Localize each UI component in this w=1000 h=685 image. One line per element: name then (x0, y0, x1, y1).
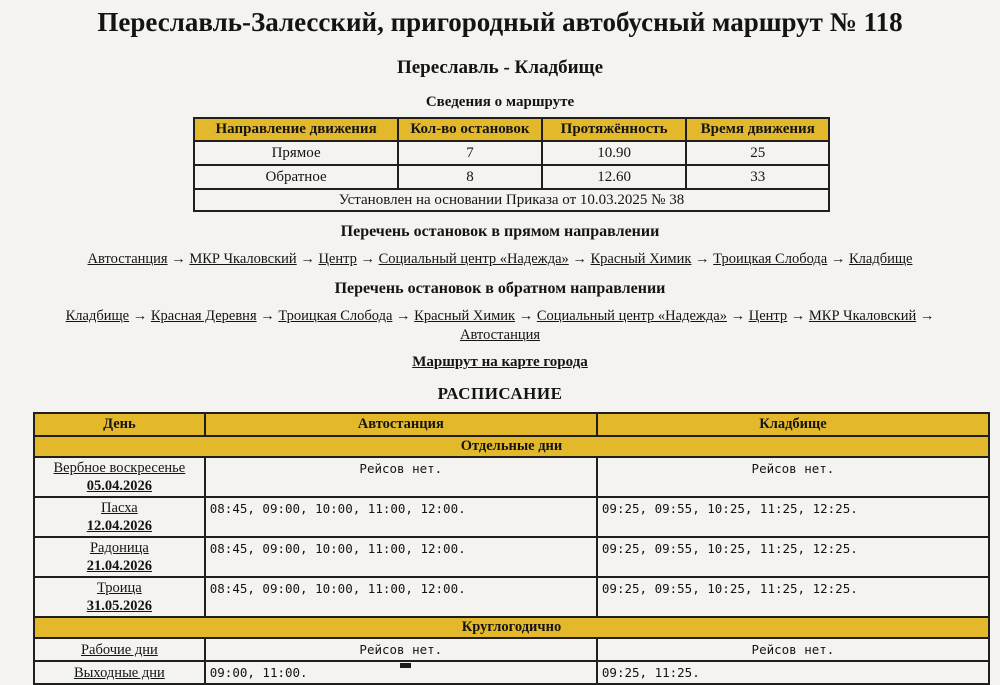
schedule-header-row (34, 413, 989, 436)
route-info-cell: 12.60 (542, 165, 687, 189)
schedule-section-title: Отдельные дни (34, 436, 989, 457)
stop-link[interactable]: Троицкая Слобода (278, 308, 393, 324)
schedule-times-to: Рейсов нет. (597, 457, 989, 497)
day-link[interactable]: Вербное воскресенье 05.04.2026 (53, 460, 186, 494)
forward-stops-line: Автостанция → МКР Чкаловский → Центр → Социальный центр «Надежда» → Красный Химик → Троицкая Слобода → Кладбище (87, 251, 913, 267)
schedule-row (34, 661, 989, 684)
day-date: 05.04.2026 (86, 478, 152, 494)
stop-link[interactable]: Центр (318, 251, 357, 267)
stop-link[interactable]: МКР Чкаловский (189, 251, 297, 267)
route-info-header-row (194, 118, 829, 141)
schedule-header-to-stop: Кладбище (597, 413, 989, 436)
route-info-cell: 25 (686, 141, 829, 165)
schedule-day-cell (34, 638, 205, 661)
schedule-times-from: 08:45, 09:00, 10:00, 11:00, 12:00. (205, 537, 597, 577)
route-info-footer-row (194, 189, 829, 211)
schedule-day-cell (34, 577, 205, 617)
stop-link[interactable]: Социальный центр «Надежда» (536, 308, 727, 324)
schedule-section-row (34, 436, 989, 457)
route-info-cell: 33 (686, 165, 829, 189)
backward-stops-heading: Перечень остановок в обратном направлении (334, 280, 666, 297)
day-date: 21.04.2026 (86, 558, 152, 574)
stop-link[interactable]: Красный Химик (590, 251, 692, 267)
forward-stops-heading: Перечень остановок в прямом направлении (340, 223, 660, 240)
schedule-times-from: 08:45, 09:00, 10:00, 11:00, 12:00. (205, 497, 597, 537)
route-info-header-stop-count: Кол-во остановок (398, 118, 542, 141)
schedule-heading: РАСПИСАНИЕ (437, 384, 563, 403)
schedule-times-to: Рейсов нет. (597, 638, 989, 661)
schedule-row (34, 497, 989, 537)
route-info-cell: 7 (398, 141, 542, 165)
route-info-footer-text: Установлен на основании Приказа от 10.03.2025 № 38 (194, 189, 829, 211)
route-info-row (194, 141, 829, 165)
map-link-wrap (0, 354, 1000, 371)
schedule-day-cell (34, 457, 205, 497)
schedule-day-cell (34, 537, 205, 577)
day-date: 12.04.2026 (86, 518, 152, 534)
schedule-header-day: День (34, 413, 205, 436)
schedule-day-cell (34, 497, 205, 537)
schedule-section-row (34, 617, 989, 638)
schedule-times-to: 09:25, 09:55, 10:25, 11:25, 12:25. (597, 497, 989, 537)
schedule-row (34, 577, 989, 617)
stop-link[interactable]: Кладбище (65, 308, 130, 324)
route-subtitle: Переславль - Кладбище (396, 57, 604, 78)
day-link[interactable]: Рабочие дни (80, 641, 158, 658)
stop-link[interactable]: Центр (748, 308, 788, 324)
day-link[interactable]: Выходные дни (73, 664, 165, 681)
route-info-header-length: Протяжённость (542, 118, 687, 141)
schedule-times-to: 09:25, 09:55, 10:25, 11:25, 12:25. (597, 537, 989, 577)
schedule-header-from-stop: Автостанция (205, 413, 597, 436)
stop-link[interactable]: Красная Деревня (150, 308, 257, 324)
page-title: Переславль-Залесский, пригородный автобусный маршрут № 118 (97, 7, 903, 37)
route-info-cell: 10.90 (542, 141, 687, 165)
stop-link[interactable]: Троицкая Слобода (713, 251, 828, 267)
route-info-header-direction: Направление движения (194, 118, 398, 141)
route-info-header-travel-time: Время движения (686, 118, 829, 141)
schedule-row (34, 638, 989, 661)
stop-link[interactable]: Кладбище (848, 251, 913, 267)
day-link[interactable]: Троица 31.05.2026 (86, 580, 152, 614)
stop-link[interactable]: МКР Чкаловский (808, 308, 917, 324)
schedule-times-to: 09:25, 11:25. (597, 661, 989, 684)
stop-link[interactable]: Красный Химик (414, 308, 516, 324)
stop-link[interactable]: Автостанция (87, 251, 168, 267)
schedule-row (34, 457, 989, 497)
stop-link[interactable]: Автостанция (459, 327, 541, 343)
backward-stops-line: Кладбище → Красная Деревня → Троицкая Слобода → Красный Химик → Социальный центр «Надежда» → Центр → МКР Чкаловский → Автостанция (65, 308, 935, 343)
schedule-table (33, 412, 990, 685)
schedule-times-from: 09:00, 11:00. (205, 661, 597, 684)
day-link[interactable]: Радоница 21.04.2026 (86, 540, 152, 574)
route-info-row (194, 165, 829, 189)
schedule-section-title: Круглогодично (34, 617, 989, 638)
route-info-table (193, 117, 830, 212)
map-link[interactable]: Маршрут на карте города (412, 354, 588, 370)
day-link[interactable]: Пасха 12.04.2026 (86, 500, 152, 534)
route-info-cell: Прямое (194, 141, 398, 165)
schedule-times-from: 08:45, 09:00, 10:00, 11:00, 12:00. (205, 577, 597, 617)
cutoff-text-fragment (400, 663, 411, 668)
schedule-day-cell (34, 661, 205, 684)
route-info-cell: 8 (398, 165, 542, 189)
stop-link[interactable]: Социальный центр «Надежда» (378, 251, 569, 267)
schedule-times-from: Рейсов нет. (205, 457, 597, 497)
route-info-cell: Обратное (194, 165, 398, 189)
schedule-times-from: Рейсов нет. (205, 638, 597, 661)
day-date: 31.05.2026 (86, 598, 152, 614)
schedule-row (34, 537, 989, 577)
route-info-heading: Сведения о маршруте (425, 94, 575, 110)
schedule-times-to: 09:25, 09:55, 10:25, 11:25, 12:25. (597, 577, 989, 617)
